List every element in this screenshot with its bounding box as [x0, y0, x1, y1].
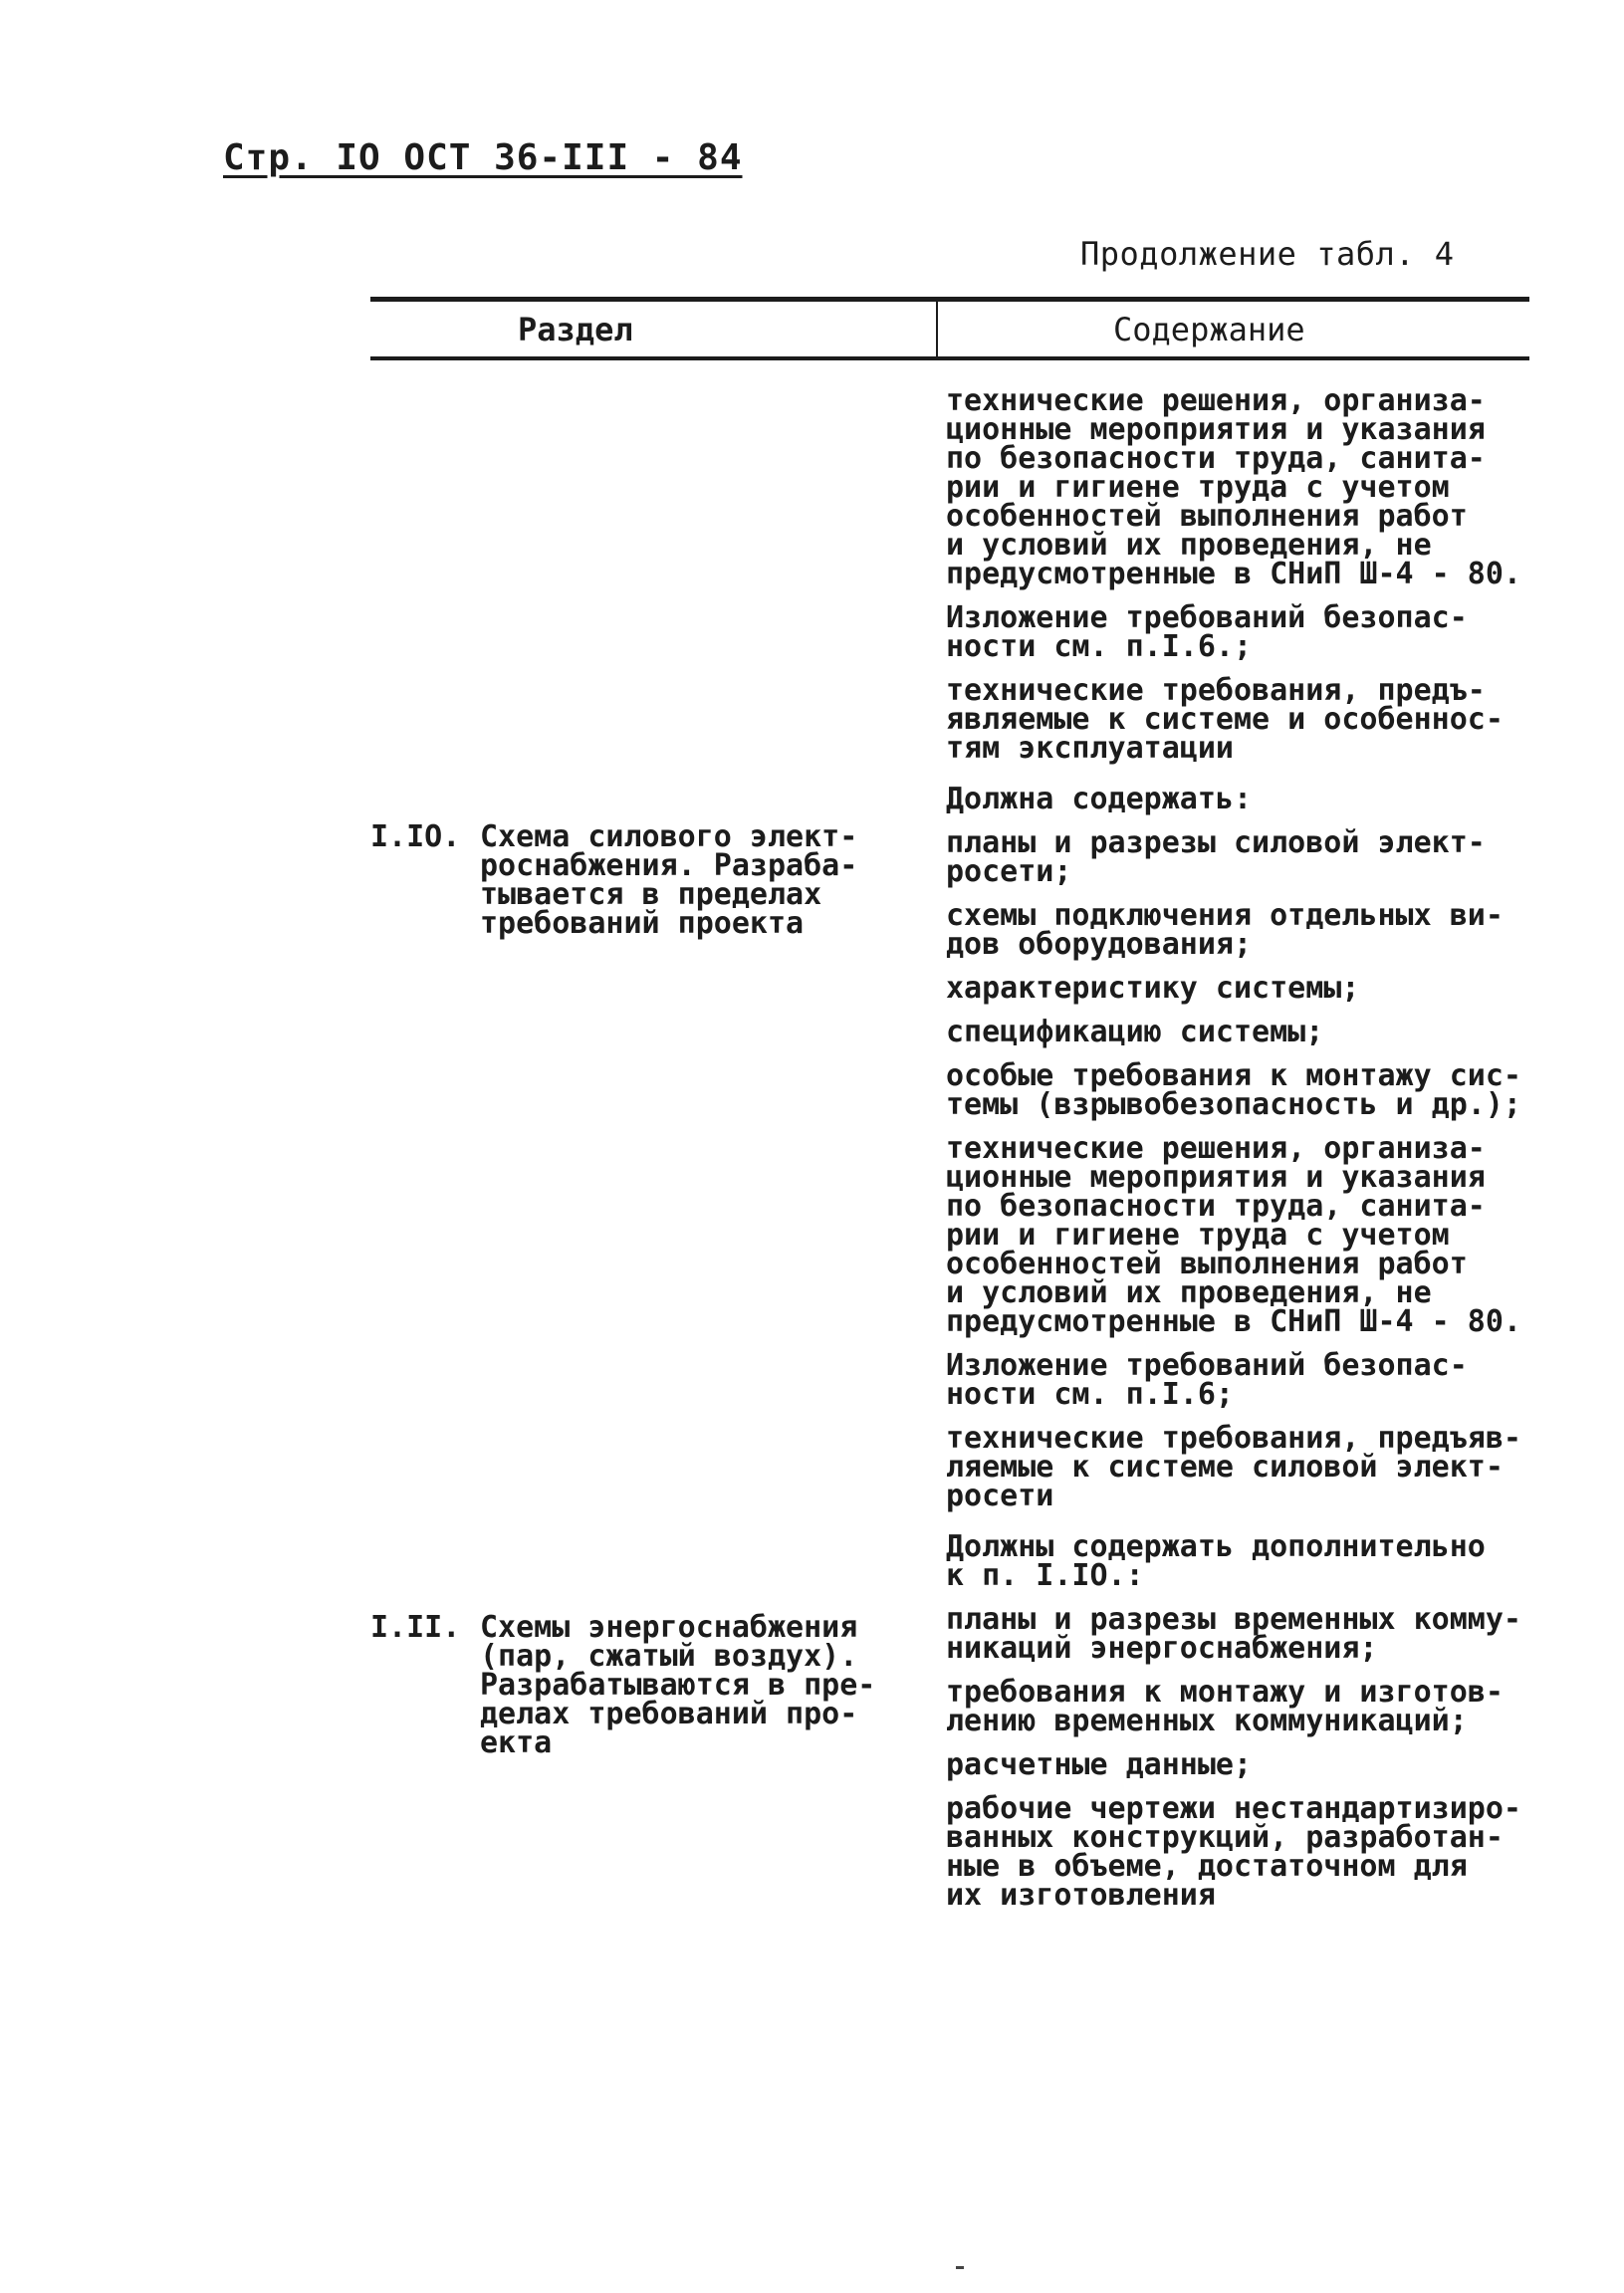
column-header-content: Содержание [1113, 311, 1305, 348]
content-paragraph: особые требования к монтажу сис- темы (взрывобезопасность и др.); [946, 1058, 1521, 1122]
content-paragraph: планы и разрезы временных комму- никаций энергоснабжения; [946, 1602, 1521, 1666]
content-paragraph: требования к монтажу и изготов- лению временных коммуникаций; [946, 1675, 1504, 1738]
table-column-divider [936, 299, 938, 358]
content-column [946, 383, 1563, 1925]
content-paragraph: технические требования, предъ- являемые к системе и особеннос- тям эксплуатации [946, 673, 1504, 766]
section-title: Схема силового элект- роснабжения. Разраба- тывается в пределах требований проекта [480, 819, 858, 941]
content-paragraph: Изложение требований безопас- ности см. п.I.6.; [946, 600, 1468, 664]
table-header-rule [370, 356, 1529, 360]
content-paragraph: рабочие чертежи нестандартизиро- ванных конструкций, разработан- ные в объеме, достаточном для их изготовления [946, 1791, 1521, 1913]
column-header-section: Раздел [518, 311, 633, 348]
section-entry-1-11 [370, 1610, 928, 1760]
content-paragraph: схемы подключения отдельных ви- дов оборудования; [946, 898, 1504, 962]
content-paragraph: технические решения, организа- ционные мероприятия и указания по безопасности труда, санита- рии и гигиене труда с учетом особенностей выполнения работ и условий их проведения, не предусмотренные в СНиП Ш-4 - 80. [946, 383, 1521, 591]
content-paragraph: расчетные данные; [946, 1747, 1253, 1782]
section-number: I.IO. [370, 819, 461, 854]
content-paragraph: технические требования, предъяв- ляемые к системе силовой элект- росети [946, 1421, 1521, 1513]
table-top-rule [370, 297, 1529, 302]
content-paragraph: спецификацию системы; [946, 1015, 1324, 1049]
content-paragraph: Изложение требований безопас- ности см. п.I.6; [946, 1348, 1468, 1412]
content-paragraph: технические решения, организа- ционные мероприятия и указания по безопасности труда, санита- рии и гигиене труда с учетом особенностей выполнения работ и условий их проведения, не предусмотренные в СНиП Ш-4 - 80. [946, 1131, 1521, 1339]
content-paragraph: Должны содержать дополнительно к п. I.IO.: [946, 1529, 1486, 1593]
content-paragraph: Должна содержать: [946, 782, 1253, 816]
content-paragraph: планы и разрезы силовой элект- росети; [946, 825, 1486, 889]
scan-speck [956, 2266, 964, 2269]
section-number: I.II. [370, 1610, 461, 1645]
section-entry-1-10 [370, 819, 928, 941]
content-paragraph: характеристику системы; [946, 971, 1360, 1006]
table-continuation-caption: Продолжение табл. 4 [1080, 235, 1455, 273]
section-title: Схемы энергоснабжения (пар, сжатый воздух). Разрабатываются в пре- делах требований про- екта [480, 1610, 876, 1760]
page-header: Стр. IO ОСТ 36-III - 84 [223, 137, 743, 178]
